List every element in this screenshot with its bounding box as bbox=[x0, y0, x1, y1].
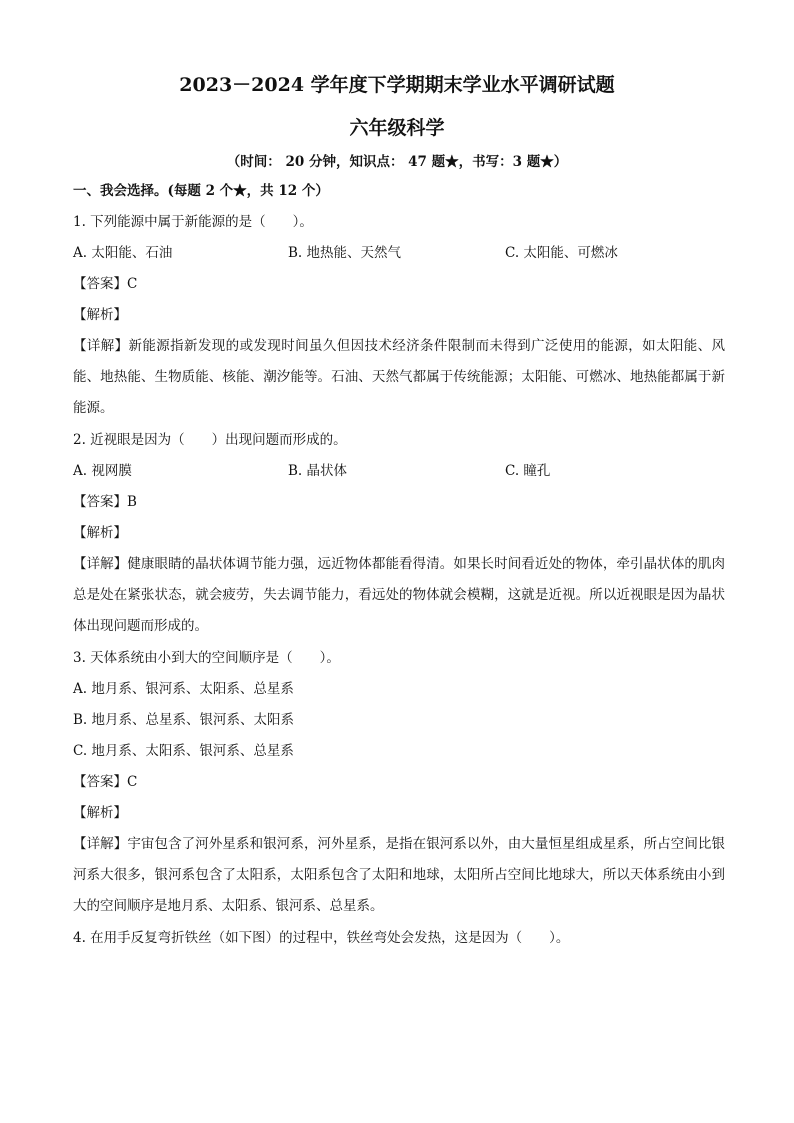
question-1-option-b: B. 地热能、天然气 bbox=[288, 245, 402, 261]
question-2-stem: 2. 近视眼是因为（ ）出现问题而形成的。 bbox=[73, 432, 347, 448]
question-3-option-b: B. 地月系、总星系、银河系、太阳系 bbox=[73, 712, 295, 728]
exam-subject: 六年级科学 bbox=[349, 117, 445, 139]
question-2-option-b: B. 晶状体 bbox=[288, 463, 348, 479]
question-2-answer: 【答案】B bbox=[73, 494, 137, 510]
question-3-option-c: C. 地月系、太阳系、银河系、总星系 bbox=[73, 743, 294, 759]
question-3-detail: 【详解】宇宙包含了河外星系和银河系，河外星系，是指在银河系以外，由大量恒星组成星系，所占空间比银河系大很多，银河系包含了太阳系，太阳系包含了太阳和地球，太阳所占空间比地球大，所以天体系统由小到大的空间顺序是地月系、太阳系、银河系、总星系。 bbox=[73, 836, 725, 914]
question-1-stem: 1. 下列能源中属于新能源的是（ ）。 bbox=[73, 214, 313, 230]
question-1-option-c: C. 太阳能、可燃冰 bbox=[505, 245, 618, 261]
question-2-option-a: A. 视网膜 bbox=[73, 463, 132, 479]
question-1-option-a: A. 太阳能、石油 bbox=[73, 245, 173, 261]
question-1-detail: 【详解】新能源指新发现的或发现时间虽久但因技术经济条件限制而未得到广泛使用的能源，如太阳能、风能、地热能、生物质能、核能、潮汐能等。石油、天然气都属于传统能源；太阳能、可燃冰、地热能都属于新能源。 bbox=[73, 338, 725, 416]
exam-title: 2023－2024 学年度下学期期末学业水平调研试题 bbox=[179, 74, 615, 96]
question-2-option-c: C. 瞳孔 bbox=[505, 463, 551, 479]
exam-info: （时间： 20 分钟，知识点： 47 题★，书写：3 题★） bbox=[226, 154, 568, 170]
question-3-answer: 【答案】C bbox=[73, 774, 138, 790]
question-2-detail: 【详解】健康眼睛的晶状体调节能力强，远近物体都能看得清。如果长时间看近处的物体，牵引晶状体的肌肉总是处在紧张状态，就会疲劳，失去调节能力，看远处的物体就会模糊，这就是近视。所以近视眼是因为晶状体出现问题而形成的。 bbox=[73, 556, 725, 634]
question-4-stem: 4. 在用手反复弯折铁丝（如下图）的过程中，铁丝弯处会发热，这是因为（ ）。 bbox=[73, 930, 570, 946]
question-1-analysis: 【解析】 bbox=[73, 307, 127, 323]
question-3-analysis: 【解析】 bbox=[73, 805, 127, 821]
section-heading: 一、我会选择。(每题 2 个★，共 12 个） bbox=[73, 183, 329, 199]
question-3-option-a: A. 地月系、银河系、太阳系、总星系 bbox=[73, 681, 294, 697]
question-3-stem: 3. 天体系统由小到大的空间顺序是（ ）。 bbox=[73, 650, 340, 666]
question-1-answer: 【答案】C bbox=[73, 276, 138, 292]
question-2-analysis: 【解析】 bbox=[73, 525, 127, 541]
